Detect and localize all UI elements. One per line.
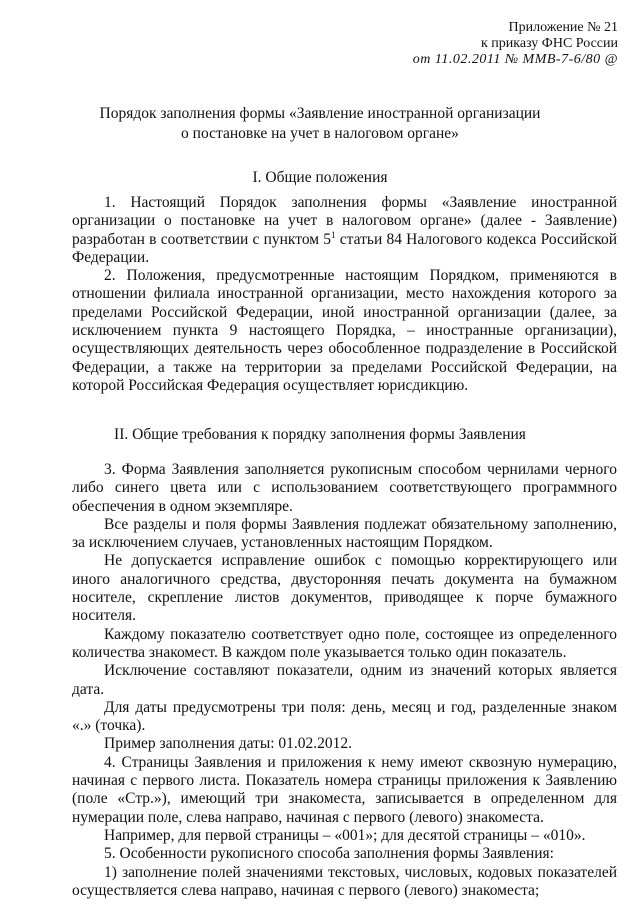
paragraph-5: 5. Особенности рукописного способа заполнения формы Заявления:: [104, 845, 554, 863]
section-2-heading: II. Общие требования к порядку заполнения формы Заявления: [114, 426, 526, 443]
paragraph-5-item-1: 1) заполнение полей значениями текстовых, числовых, кодовых показателей осуществляется слева направо, начиная с первого (левого) знакоместа;: [72, 863, 617, 899]
paragraph-4: 4. Страницы Заявления и приложения к нему имеют сквозную нумерацию, начиная с первого листа. Показатель номера страницы приложения к Заявлению (поле «Стр.»), имеющий три знакоместа, записывается в определенном для нумерации поле, слева направо, начиная с первого (левого) знакоместа.: [72, 753, 617, 826]
paragraph-1-superscript: 1: [331, 229, 336, 240]
paragraph-1: [72, 194, 617, 267]
paragraph-4-example: Например, для первой страницы – «001»; для десятой страницы – «010».: [104, 826, 586, 844]
paragraph-3-exception: Исключение составляют показатели, одним из значений которых является дата.: [72, 662, 617, 698]
document-title: [40, 104, 600, 144]
appendix-order-date-number: от 11.02.2011 № ММВ-7-6/80 @: [412, 52, 618, 67]
appendix-header: [413, 20, 618, 68]
paragraph-3-field-rule: Каждому показателю соответствует одно поле, состоящее из определенного количества знакомест. В каждом поле указывается только один показатель.: [72, 625, 617, 661]
appendix-order-reference: к приказу ФНС России: [480, 36, 618, 51]
section-1-heading: I. Общие положения: [252, 169, 388, 186]
paragraph-3-date-fields: Для даты предусмотрены три поля: день, месяц и год, разделенные знаком «.» (точка).: [72, 698, 617, 735]
paragraph-3-corrections: Не допускается исправление ошибок с помощью корректирующего или иного аналогичного средства, двусторонняя печать документа на бумажном носителе, скрепление листов документов, приводящее к порче бумажного носителя.: [72, 552, 617, 625]
paragraph-1-text: 1. Настоящий Порядок заполнения формы «Заявление иностранной организации о постановке на учет в налоговом органе» (далее - Заявление) разработан в соответствии с пунктом 5: [72, 194, 617, 248]
section-2-body: [72, 461, 617, 900]
paragraph-1-text-end: статьи 84 Налогового кодекса Российской Федерации.: [72, 230, 617, 266]
section-1-body: [72, 194, 617, 395]
paragraph-3-mandatory-fields: Все разделы и поля формы Заявления подлежат обязательному заполнению, за исключением случаев, установленных настоящим Порядком.: [72, 515, 617, 552]
paragraph-2: 2. Положения, предусмотренные настоящим Порядком, применяются в отношении филиала иностранной организации, место нахождения которого за пределами Российской Федерации, иной иностранной организации (далее, за исключением пункта 9 настоящего Порядка, – иностранные организации), осуществляющих деятельность через обособленное подразделение в Российской Федерации, а также на территории за пределами Российской Федерации, на которой Российская Федерация осуществляет юрисдикцию.: [72, 267, 617, 394]
document-title-line-2: о постановке на учет в налоговом органе»: [181, 125, 459, 142]
paragraph-3-date-example: Пример заполнения даты: 01.02.2012.: [104, 735, 353, 753]
document-title-line-1: Порядок заполнения формы «Заявление иностранной организации: [99, 105, 541, 122]
appendix-number: Приложение № 21: [508, 20, 618, 35]
paragraph-3: 3. Форма Заявления заполняется рукописным способом чернилами черного либо синего цвета или с использованием соответствующего программного обеспечения в одном экземпляре.: [72, 461, 617, 515]
